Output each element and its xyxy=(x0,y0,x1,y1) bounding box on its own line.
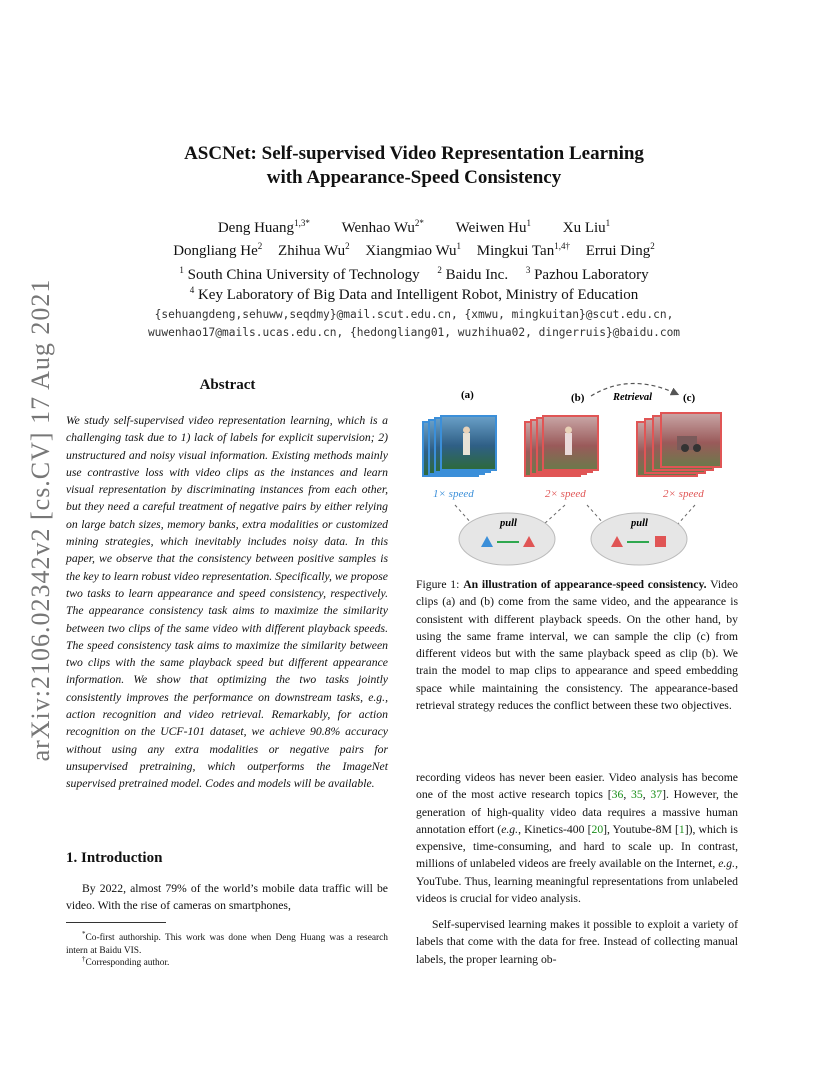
author: Errui Ding$^2$ xyxy=(585,241,655,259)
introduction-heading: 1. Introduction xyxy=(66,850,163,866)
footnote-1: *Co-first authorship. This work was done when Deng Huang was a research intern at Baidu VIS. xyxy=(66,930,388,956)
label-a: (a) xyxy=(461,389,474,401)
pull-label-right: pull xyxy=(631,518,648,529)
label-c: (c) xyxy=(683,392,696,404)
author: Deng Huang$^{1,3*}$ xyxy=(217,218,310,236)
footnote-rule xyxy=(66,922,166,923)
affiliation: $^3$ Pazhou Laboratory xyxy=(525,265,649,283)
speed-label-a: 1× speed xyxy=(433,488,474,500)
author: Xiangmiao Wu$^1$ xyxy=(365,241,462,259)
intro-paragraph-2: recording videos has never been easier. Video analysis has become one of the most active research topics [36, 35, 37]. However, the generation of high-quality video data requires a massive human annotation effort (e.g., Kinetics-400 [20], Youtube-8M [1]), which is expensive, time-consuming, and hard to scale up. In contrast, millions of unlabeled videos are freely available on the Internet, e.g., YouTube. Thus, learning meaningful representations from unlabeled videos is crucial for video analysis. xyxy=(416,771,739,906)
abstract-heading: Abstract xyxy=(199,377,256,393)
figure-1-caption: Figure 1: An illustration of appearance-speed consistency. Video clips (a) and (b) come from the same video, and the appearance is consistent with different playback speeds. On the other hand, by using the same frame interval, we can sample the clip (c) from different videos but with the same playback speed as clip (b). We train the model to map clips to appearance and speed embedding space while maintaining the consistency. The appearance-based retrieval strategy reduces the conflict between these two objectives. xyxy=(416,578,738,713)
author: Dongliang He$^2$ xyxy=(173,241,263,259)
authors-row-1 xyxy=(0,218,828,237)
label-b: (b) xyxy=(571,392,585,404)
authors-row-2 xyxy=(0,241,828,260)
affiliation: $^1$ South China University of Technology xyxy=(179,265,420,283)
author: Xu Liu$^1$ xyxy=(562,218,611,236)
clip-b-frames xyxy=(525,416,598,476)
author: Zhihua Wu$^2$ xyxy=(278,241,350,259)
title-line-2: with Appearance-Speed Consistency xyxy=(266,167,562,188)
speed-label-b: 2× speed xyxy=(545,488,586,500)
pull-label-left: pull xyxy=(500,518,517,529)
clip-a-frames xyxy=(423,416,496,476)
abstract-text: We study self-supervised video representation learning, which is a challenging task due to 1) lack of labels for explicit supervision; 2) unstructured and noisy visual information. Existing methods mainly use contrastive loss with video clips as the instances and learn visual representation by discriminating instances from each other, but they need a careful treatment of negative pairs by either relying on large batch sizes, memory banks, extra modalities or customized mining strategies, which inevitably includes noisy data. In this paper, we observe that the consistency between positive samples is the key to learn robust video representation. Specifically, we propose two tasks to learn appearance and speed consistency, respectively. The appearance consistency task aims to maximize the similarity between two clips of the same video with different playback speeds. The speed consistency task aims to maximize the similarity between two clips with the same playback speed but different appearance information. We show that optimizing the two tasks jointly consistently improves the performance on downstream tasks, e.g., action recognition and video retrieval. Remarkably, for action recognition on the UCF-101 dataset, we achieve 90.8% accuracy without using any extra modalities or negative pairs for unsupervised pretraining, which outperforms the ImageNet supervised pretrained model. Codes and models will be available. xyxy=(66,414,388,791)
emails-line-2: wuwenhao17@mails.ucas.edu.cn, {hedongliang01, wuzhihua02, dingerruis}@baidu.com xyxy=(147,326,681,339)
intro-paragraph-3: Self-supervised learning makes it possible to exploit a variety of labels that come with the data for free. Instead of collecting manual labels, the proper learning ob- xyxy=(416,918,738,966)
emails-line-1: {sehuangdeng,sehuww,seqdmy}@mail.scut.edu.cn, {xmwu, mingkuitan}@scut.edu.cn, xyxy=(154,308,674,321)
clip-c-frames xyxy=(637,413,721,476)
author: Wenhao $Wu^{2*}$ xyxy=(341,218,424,236)
arxiv-id: arXiv:2106.02342v2 [cs.CV] 17 Aug 2021 xyxy=(26,278,55,762)
arxiv-sidebar xyxy=(22,280,60,760)
footnote-2: †Corresponding author. xyxy=(82,955,170,969)
affiliation: $^2$ Baidu Inc. xyxy=(437,265,509,283)
red-square-marker xyxy=(655,536,666,547)
retrieval-label: Retrieval xyxy=(613,392,653,403)
speed-label-c: 2× speed xyxy=(663,488,704,500)
author: Mingkui Tan$^{1,4\dagger}$ xyxy=(476,241,570,259)
figure-1 xyxy=(415,378,740,573)
affiliation-4: $^4$ Key Laboratory of Big Data and Intelligent Robot, Ministry of Education xyxy=(189,285,639,303)
figure-1-diagram xyxy=(415,378,740,573)
intro-paragraph-1: By 2022, almost 79% of the world’s mobile data traffic will be video. With the rise of cameras on smartphones, xyxy=(66,882,388,913)
author: Weiwen Hu$^1$ xyxy=(455,218,531,236)
paper-title xyxy=(0,142,828,190)
affiliations xyxy=(0,265,828,284)
title-line-1: ASCNet: Self-supervised Video Representation Learning xyxy=(184,143,644,164)
